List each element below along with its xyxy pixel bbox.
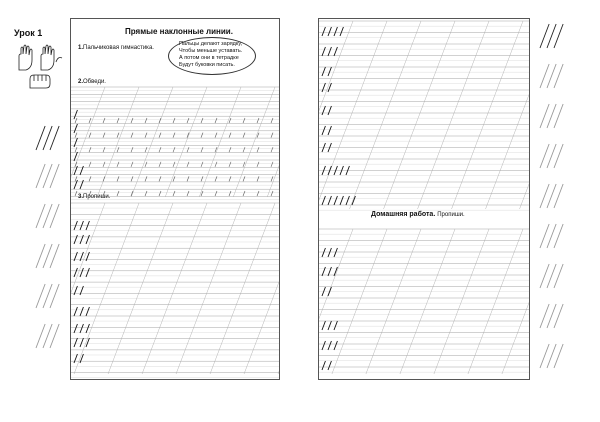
margin-stroke <box>547 24 556 48</box>
margin-stroke <box>554 104 563 128</box>
sample-stroke <box>322 361 325 370</box>
trace-tick <box>271 133 273 138</box>
sample-stroke <box>74 286 77 295</box>
sample-stroke <box>328 321 331 330</box>
trace-tick <box>89 162 91 167</box>
trace-tick <box>271 162 273 167</box>
margin-stroke <box>540 304 549 328</box>
sample-stroke <box>328 47 331 56</box>
sample-stroke <box>322 83 325 92</box>
sample-stroke <box>74 110 77 119</box>
trace-tick <box>201 147 203 152</box>
sample-stroke <box>334 196 337 205</box>
sample-stroke <box>340 27 343 36</box>
trace-tick <box>103 162 105 167</box>
exercise-2: 2.Обведи. <box>78 79 106 85</box>
trace-tick <box>187 147 189 152</box>
slant-guide <box>199 87 241 197</box>
sample-stroke <box>74 235 77 244</box>
margin-stroke <box>554 344 563 368</box>
trace-tick <box>215 162 217 167</box>
margin-stroke <box>554 144 563 168</box>
sample-stroke <box>328 67 331 76</box>
sample-stroke <box>74 307 77 316</box>
slant-guide <box>142 203 207 374</box>
trace-tick <box>117 176 119 181</box>
homework-heading: Домашняя работа. Пропиши. <box>371 211 465 218</box>
trace-tick <box>229 191 231 196</box>
trace-tick <box>75 162 77 167</box>
sample-stroke <box>322 267 325 276</box>
sample-stroke <box>80 286 83 295</box>
trace-tick <box>187 118 189 123</box>
sample-stroke <box>74 324 77 333</box>
trace-tick <box>257 191 259 196</box>
trace-tick <box>243 147 245 152</box>
slant-guide <box>210 203 275 374</box>
trace-tick <box>173 162 175 167</box>
trace-tick <box>159 191 161 196</box>
trace-tick <box>215 191 217 196</box>
sample-stroke <box>80 235 83 244</box>
margin-stroke <box>554 184 563 208</box>
sample-stroke <box>346 196 349 205</box>
trace-tick <box>103 147 105 152</box>
sample-stroke <box>328 106 331 115</box>
trace-tick <box>131 147 133 152</box>
margin-stroke <box>540 64 549 88</box>
sample-stroke <box>322 47 325 56</box>
poem-line: Будут буковки писать. <box>179 62 235 68</box>
sample-stroke <box>322 341 325 350</box>
slant-guide <box>400 229 455 374</box>
sample-stroke <box>322 106 325 115</box>
sample-stroke <box>328 248 331 257</box>
trace-tick <box>201 118 203 123</box>
sample-stroke <box>86 338 89 347</box>
trace-tick <box>229 147 231 152</box>
margin-stroke <box>547 264 556 288</box>
slant-guide <box>502 229 529 374</box>
sample-stroke <box>328 341 331 350</box>
trace-tick <box>159 118 161 123</box>
margin-stroke <box>540 104 549 128</box>
slant-guide <box>332 229 387 374</box>
slant-guide <box>108 203 173 374</box>
margin-stroke <box>554 24 563 48</box>
poem-bubble <box>168 37 256 75</box>
sample-stroke <box>80 338 83 347</box>
trace-tick <box>145 133 147 138</box>
trace-tick <box>271 176 273 181</box>
sample-stroke <box>80 354 83 363</box>
slant-guide <box>131 87 173 197</box>
sample-stroke <box>328 361 331 370</box>
sample-stroke <box>86 268 89 277</box>
trace-tick <box>187 191 189 196</box>
trace-tick <box>117 191 119 196</box>
margin-stroke <box>547 224 556 248</box>
sample-stroke <box>86 307 89 316</box>
trace-tick <box>229 133 231 138</box>
trace-tick <box>159 176 161 181</box>
sample-stroke <box>334 341 337 350</box>
sample-stroke <box>340 196 343 205</box>
trace-tick <box>173 147 175 152</box>
trace-tick <box>215 133 217 138</box>
trace-tick <box>145 162 147 167</box>
trace-tick <box>243 176 245 181</box>
sample-stroke <box>328 287 331 296</box>
sample-stroke <box>74 354 77 363</box>
trace-tick <box>89 147 91 152</box>
trace-tick <box>159 147 161 152</box>
trace-tick <box>131 176 133 181</box>
margin-stroke <box>554 264 563 288</box>
margin-stroke <box>554 224 563 248</box>
sample-stroke <box>322 27 325 36</box>
sample-stroke <box>74 180 77 189</box>
margin-stroke <box>547 344 556 368</box>
margin-stroke <box>554 64 563 88</box>
margin-stroke <box>547 64 556 88</box>
sample-stroke <box>74 268 77 277</box>
slant-guide <box>434 229 489 374</box>
margin-stroke <box>547 184 556 208</box>
trace-tick <box>187 162 189 167</box>
trace-tick <box>159 162 161 167</box>
trace-tick <box>117 147 119 152</box>
poem-line: Пальцы делают зарядку, <box>179 41 243 47</box>
margin-stroke <box>540 224 549 248</box>
sample-stroke <box>322 287 325 296</box>
sample-stroke <box>74 152 77 161</box>
sample-stroke <box>328 27 331 36</box>
trace-tick <box>145 118 147 123</box>
sample-stroke <box>334 321 337 330</box>
margin-stroke <box>540 344 549 368</box>
trace-tick <box>145 191 147 196</box>
margin-stroke <box>547 104 556 128</box>
trace-tick <box>243 162 245 167</box>
trace-tick <box>89 176 91 181</box>
right-copybook-page <box>318 18 530 380</box>
trace-tick <box>75 191 77 196</box>
sample-stroke <box>80 307 83 316</box>
exercise-3: 3.Пропиши. <box>78 194 111 200</box>
trace-tick <box>75 133 77 138</box>
margin-stroke <box>540 24 549 48</box>
trace-tick <box>131 162 133 167</box>
trace-tick <box>117 133 119 138</box>
poem-line: А потом они в тетрадке <box>179 55 239 61</box>
lesson-label: Урок 1 <box>14 28 43 38</box>
sample-stroke <box>322 196 325 205</box>
exercise-1: 1.Пальчиковая гимнастика. <box>78 45 154 51</box>
trace-tick <box>271 191 273 196</box>
trace-tick <box>159 133 161 138</box>
trace-tick <box>173 133 175 138</box>
margin-stroke <box>547 304 556 328</box>
sample-stroke <box>322 67 325 76</box>
trace-tick <box>145 176 147 181</box>
trace-tick <box>243 191 245 196</box>
sample-stroke <box>74 124 77 133</box>
trace-tick <box>257 176 259 181</box>
poem-line: Чтобы меньше уставать. <box>179 48 243 54</box>
trace-tick <box>103 133 105 138</box>
trace-tick <box>131 133 133 138</box>
sample-stroke <box>80 268 83 277</box>
sample-stroke <box>80 324 83 333</box>
slant-guide <box>244 203 279 374</box>
hands-icon <box>16 42 64 72</box>
sample-stroke <box>328 267 331 276</box>
slant-guide <box>278 203 279 374</box>
sample-stroke <box>328 83 331 92</box>
lesson-title: Прямые наклонные линии. <box>125 27 233 36</box>
trace-tick <box>229 162 231 167</box>
trace-tick <box>215 118 217 123</box>
trace-tick <box>89 118 91 123</box>
sample-stroke <box>328 126 331 135</box>
trace-tick <box>145 147 147 152</box>
trace-tick <box>187 176 189 181</box>
trace-tick <box>173 191 175 196</box>
sample-stroke <box>334 47 337 56</box>
slant-guide <box>468 229 523 374</box>
sample-stroke <box>352 196 355 205</box>
margin-stroke <box>554 304 563 328</box>
margin-stroke <box>540 144 549 168</box>
trace-tick <box>257 162 259 167</box>
trace-tick <box>173 118 175 123</box>
trace-tick <box>201 176 203 181</box>
trace-tick <box>75 118 77 123</box>
sample-stroke <box>86 235 89 244</box>
trace-tick <box>229 176 231 181</box>
trace-tick <box>89 133 91 138</box>
slant-guide <box>366 229 421 374</box>
trace-tick <box>243 133 245 138</box>
slant-guide <box>233 87 275 197</box>
trace-tick <box>131 118 133 123</box>
margin-stroke <box>547 144 556 168</box>
margin-stroke <box>540 264 549 288</box>
trace-tick <box>257 147 259 152</box>
trace-tick <box>117 118 119 123</box>
sample-stroke <box>322 126 325 135</box>
sample-stroke <box>74 138 77 147</box>
trace-tick <box>103 118 105 123</box>
trace-tick <box>201 133 203 138</box>
sample-stroke <box>86 324 89 333</box>
sample-stroke <box>334 27 337 36</box>
trace-tick <box>173 176 175 181</box>
sample-stroke <box>328 196 331 205</box>
trace-tick <box>257 118 259 123</box>
slant-guide <box>176 203 241 374</box>
trace-tick <box>117 162 119 167</box>
trace-tick <box>215 176 217 181</box>
trace-tick <box>243 118 245 123</box>
trace-tick <box>229 118 231 123</box>
sample-stroke <box>322 321 325 330</box>
sample-stroke <box>80 180 83 189</box>
sample-stroke <box>74 338 77 347</box>
slant-guide <box>165 87 207 197</box>
sample-stroke <box>334 248 337 257</box>
trace-tick <box>271 147 273 152</box>
trace-tick <box>103 176 105 181</box>
fist-icon <box>28 72 52 90</box>
trace-tick <box>201 162 203 167</box>
sample-stroke <box>322 248 325 257</box>
trace-tick <box>75 147 77 152</box>
trace-tick <box>271 118 273 123</box>
margin-stroke <box>540 184 549 208</box>
slant-guide <box>74 203 139 374</box>
